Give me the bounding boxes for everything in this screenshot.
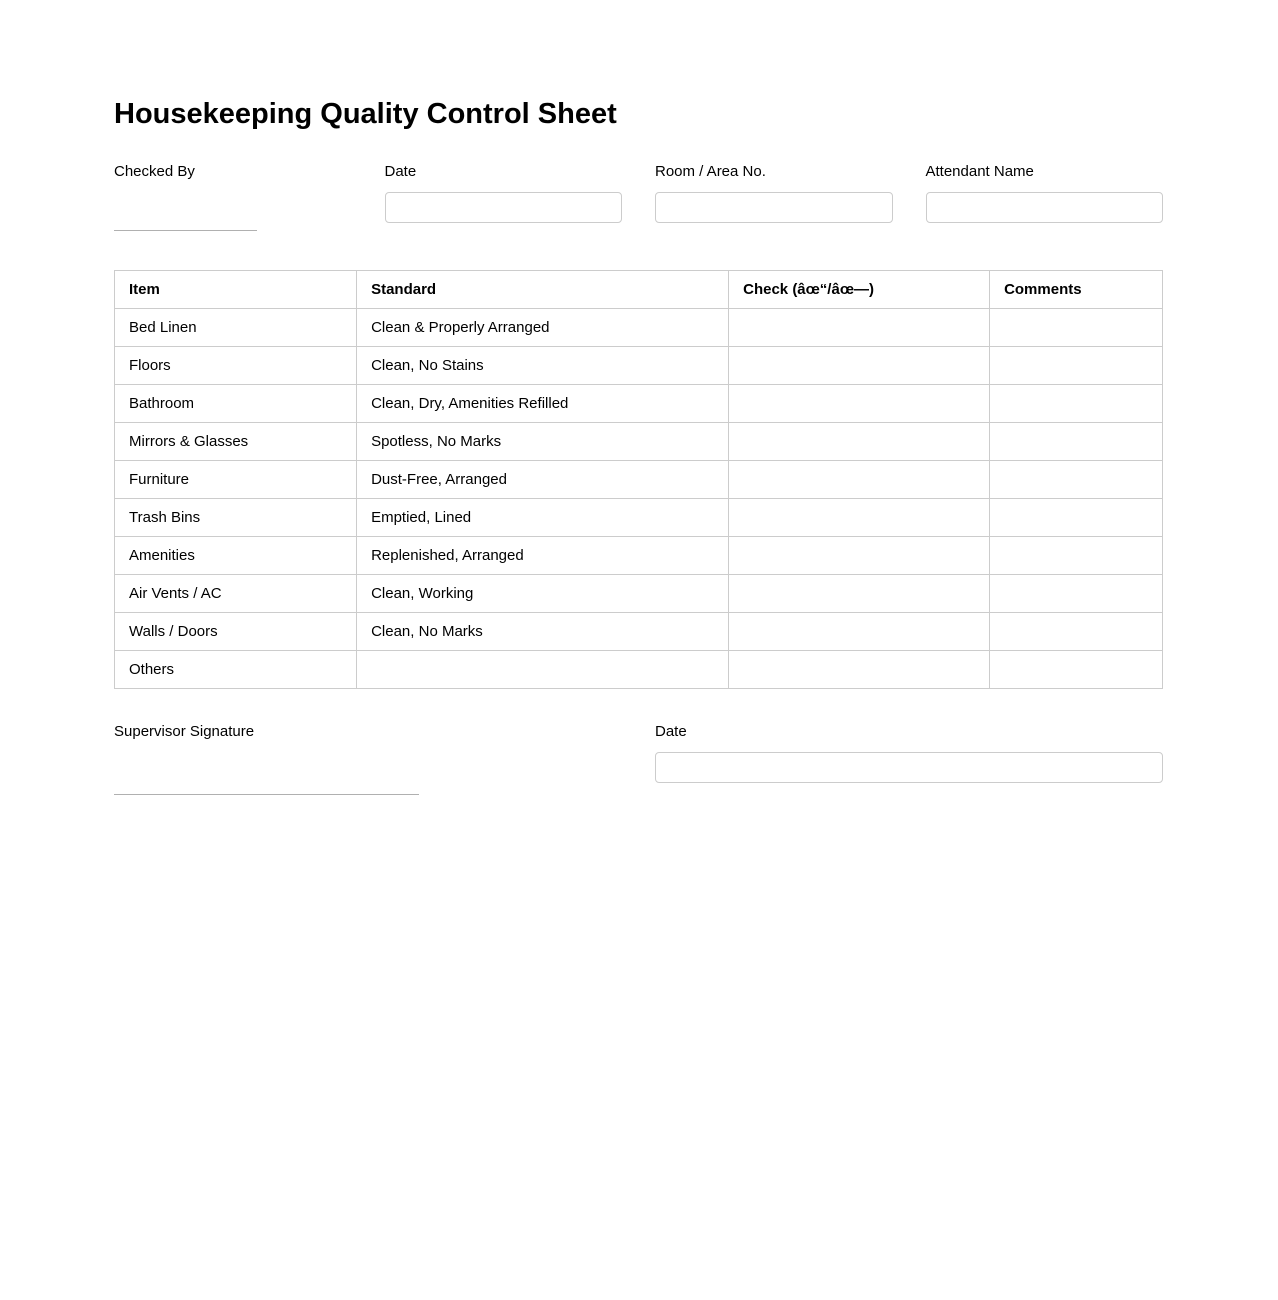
- check-cell: [729, 499, 990, 537]
- comments-cell: [990, 347, 1163, 385]
- check-cell: [729, 423, 990, 461]
- footer-fields: [114, 723, 1163, 795]
- item-cell: Furniture: [115, 461, 357, 499]
- comments-cell: [990, 575, 1163, 613]
- col-header-check: Check (âœ“/âœ—): [729, 271, 990, 309]
- check-cell: [729, 651, 990, 689]
- page-title: Housekeeping Quality Control Sheet: [114, 98, 617, 130]
- top-fields: [114, 163, 1163, 231]
- standard-cell: Spotless, No Marks: [357, 423, 729, 461]
- col-header-comments: Comments: [990, 271, 1163, 309]
- standard-cell: Emptied, Lined: [357, 499, 729, 537]
- check-cell: [729, 575, 990, 613]
- attendant-name-input[interactable]: [926, 192, 1164, 223]
- checked-by-signature-line: [114, 192, 257, 231]
- supervisor-signature-label: Supervisor Signature: [114, 723, 255, 740]
- field-checked-by: [114, 163, 352, 231]
- room-area-label: Room / Area No.: [655, 163, 766, 180]
- qc-table-header: [115, 271, 1163, 309]
- item-cell: Amenities: [115, 537, 357, 575]
- room-area-input[interactable]: [655, 192, 893, 223]
- check-cell: [729, 613, 990, 651]
- attendant-name-label: Attendant Name: [925, 163, 1034, 180]
- item-cell: Mirrors & Glasses: [115, 423, 357, 461]
- table-row: [115, 613, 1163, 651]
- check-cell: [729, 461, 990, 499]
- item-cell: Walls / Doors: [115, 613, 357, 651]
- table-row: [115, 575, 1163, 613]
- footer-date-label: Date: [655, 723, 687, 740]
- table-row: [115, 309, 1163, 347]
- table-row: [115, 651, 1163, 689]
- standard-cell: Replenished, Arranged: [357, 537, 729, 575]
- table-row: [115, 499, 1163, 537]
- check-cell: [729, 309, 990, 347]
- comments-cell: [990, 309, 1163, 347]
- table-row: [115, 423, 1163, 461]
- comments-cell: [990, 461, 1163, 499]
- item-cell: Bed Linen: [115, 309, 357, 347]
- field-footer-date: [655, 723, 1163, 795]
- checked-by-label: Checked By: [114, 163, 195, 180]
- check-cell: [729, 385, 990, 423]
- col-header-standard: Standard: [357, 271, 729, 309]
- comments-cell: [990, 613, 1163, 651]
- date-label: Date: [384, 163, 417, 180]
- field-room-area: [655, 163, 893, 231]
- comments-cell: [990, 537, 1163, 575]
- standard-cell: Clean, Dry, Amenities Refilled: [357, 385, 729, 423]
- table-row: [115, 385, 1163, 423]
- qc-table: [114, 270, 1163, 689]
- standard-cell: [357, 651, 729, 689]
- field-attendant-name: [926, 163, 1164, 231]
- footer-date-input[interactable]: [655, 752, 1163, 783]
- item-cell: Trash Bins: [115, 499, 357, 537]
- item-cell: Bathroom: [115, 385, 357, 423]
- standard-cell: Clean, No Stains: [357, 347, 729, 385]
- table-row: [115, 347, 1163, 385]
- check-cell: [729, 347, 990, 385]
- item-cell: Floors: [115, 347, 357, 385]
- header-row: [115, 271, 1163, 309]
- qc-table-body: [115, 309, 1163, 689]
- check-cell: [729, 537, 990, 575]
- table-row: [115, 461, 1163, 499]
- standard-cell: Clean, No Marks: [357, 613, 729, 651]
- table-row: [115, 537, 1163, 575]
- col-header-item: Item: [115, 271, 357, 309]
- item-cell: Others: [115, 651, 357, 689]
- comments-cell: [990, 651, 1163, 689]
- comments-cell: [990, 385, 1163, 423]
- comments-cell: [990, 423, 1163, 461]
- field-date: [385, 163, 623, 231]
- item-cell: Air Vents / AC: [115, 575, 357, 613]
- standard-cell: Clean & Properly Arranged: [357, 309, 729, 347]
- comments-cell: [990, 499, 1163, 537]
- field-supervisor-signature: [114, 723, 622, 795]
- supervisor-signature-line: [114, 752, 419, 795]
- standard-cell: Dust-Free, Arranged: [357, 461, 729, 499]
- date-input[interactable]: [385, 192, 623, 223]
- standard-cell: Clean, Working: [357, 575, 729, 613]
